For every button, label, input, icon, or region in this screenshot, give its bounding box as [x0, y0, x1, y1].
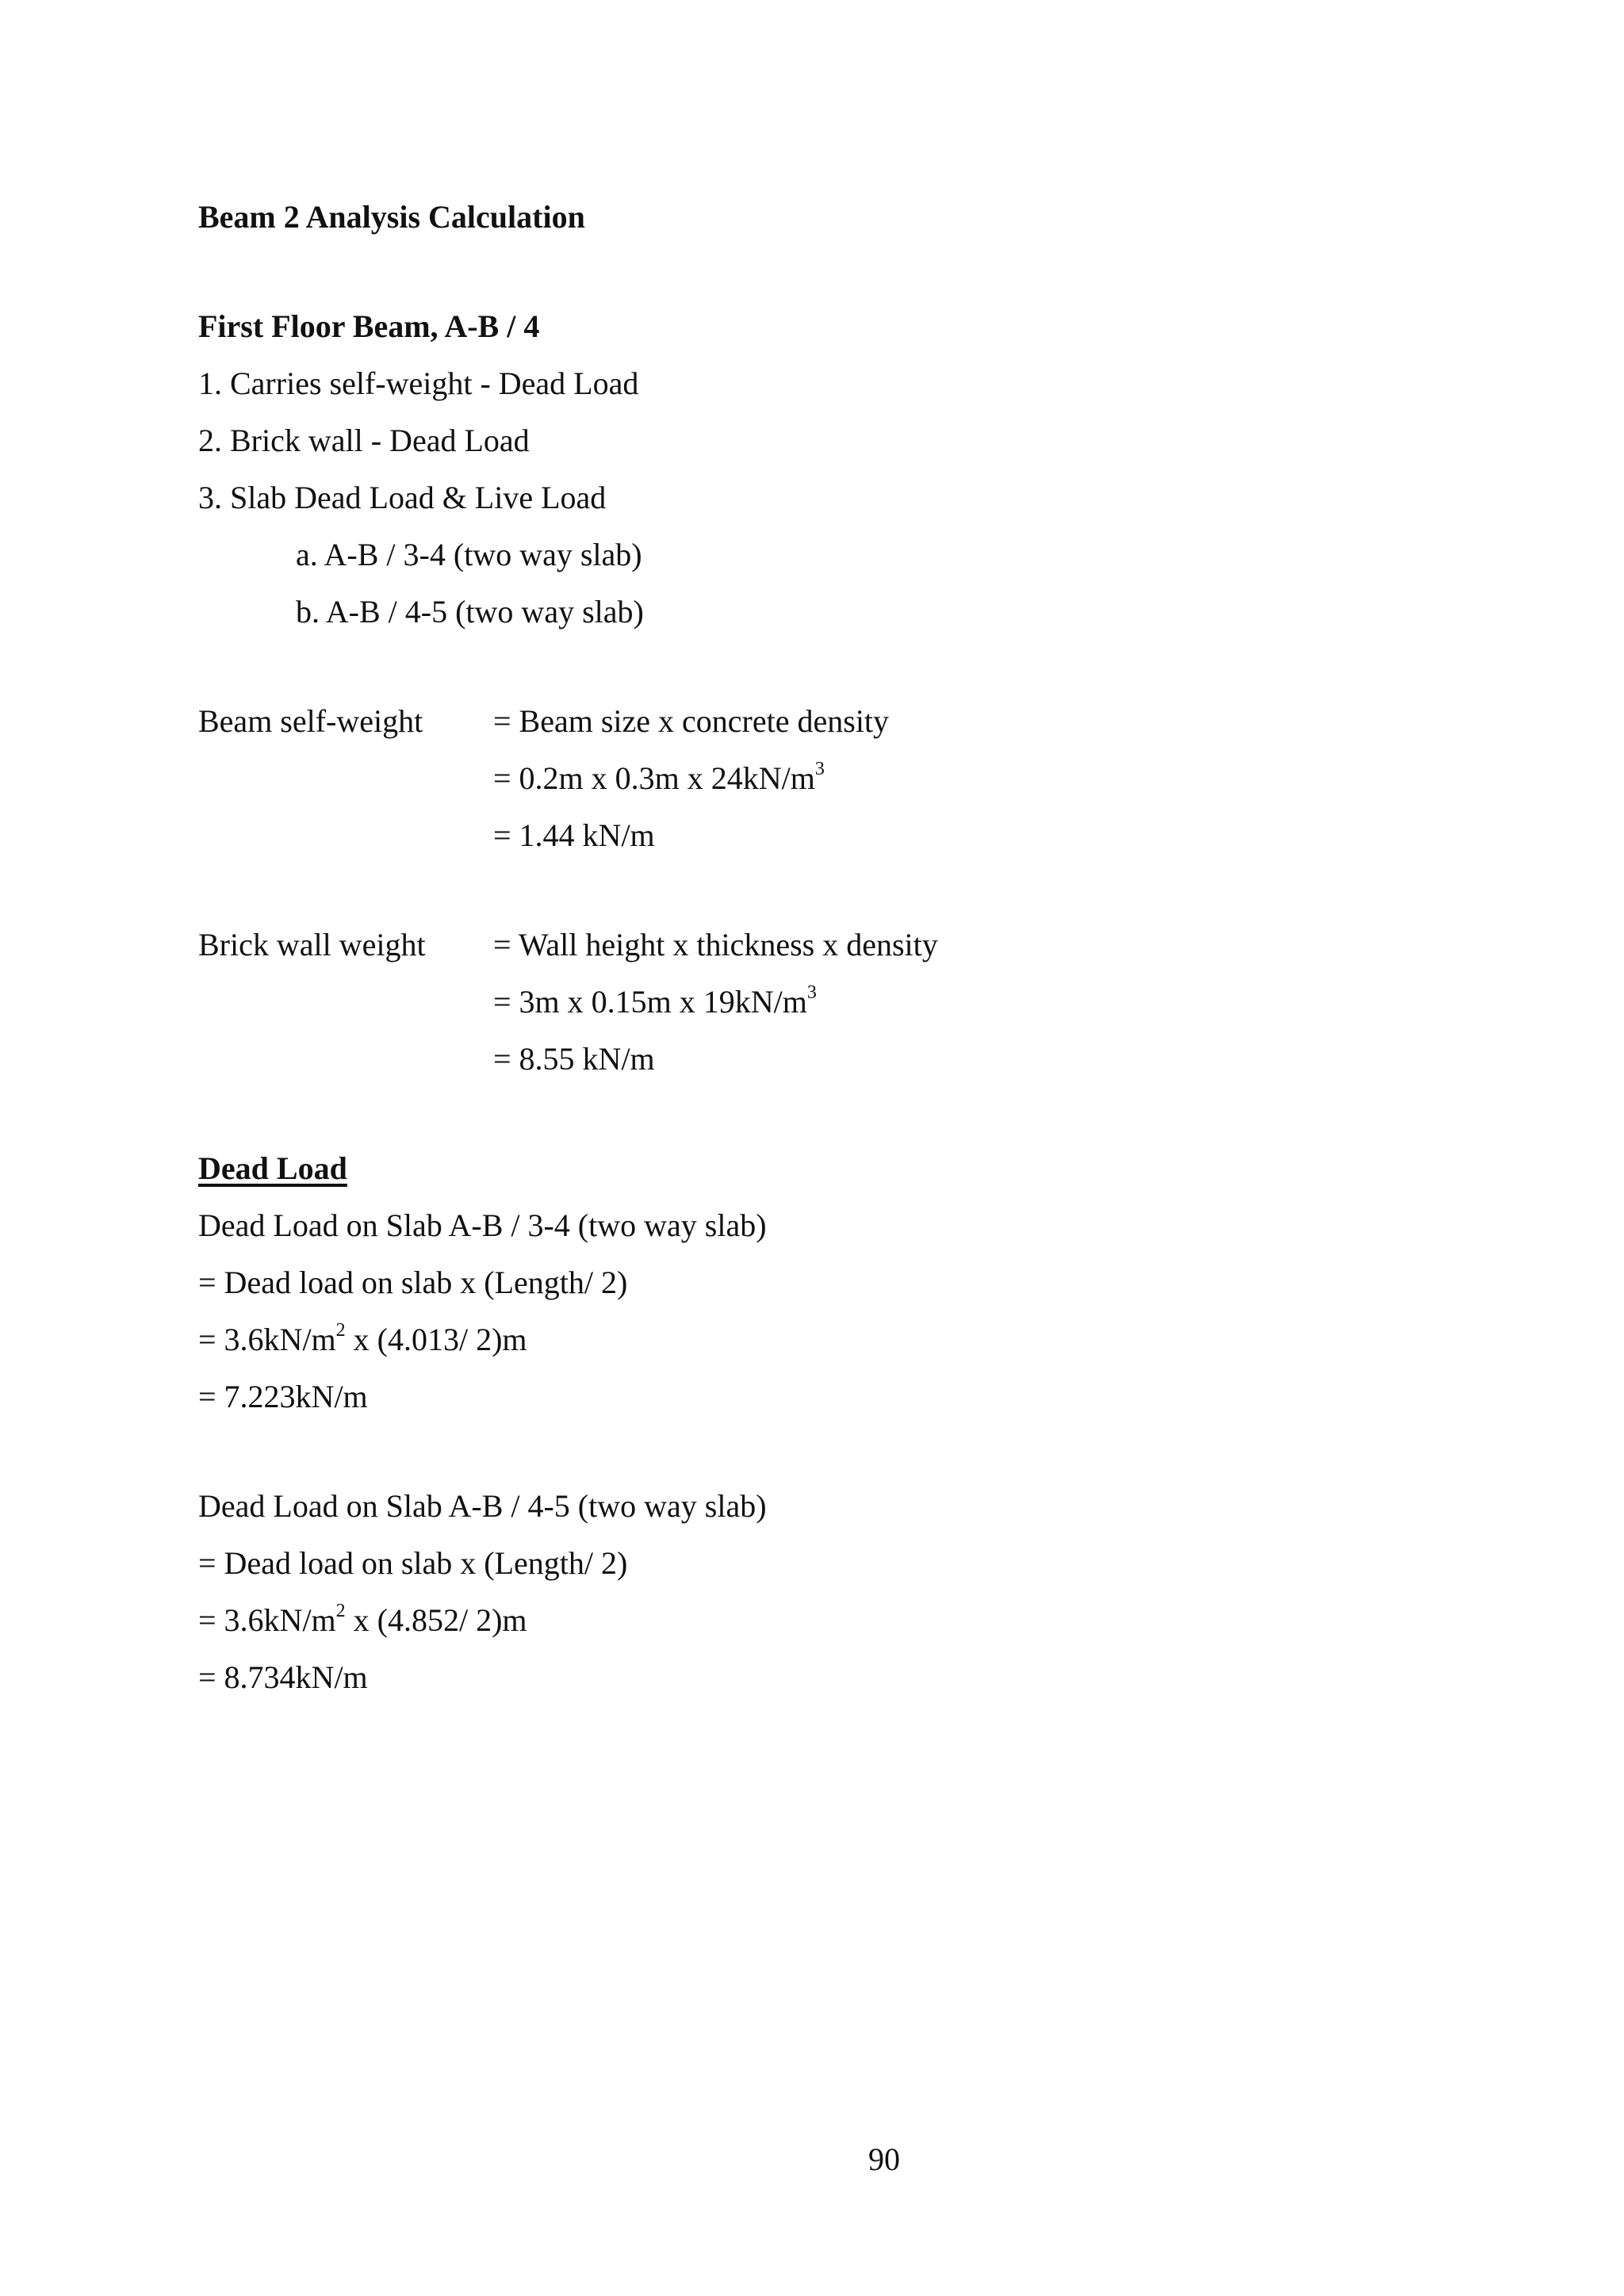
beam-self-weight-formula: = Beam size x concrete density	[493, 703, 890, 739]
brick-wall-weight-label: Brick wall weight	[198, 927, 426, 962]
slab-4-5-substitution: = $3.6kN/m^2$ x (4.852/ 2)m	[198, 1600, 527, 1638]
slab-3-4-substitution: = $3.6kN/m^2$ x (4.013/ 2)m	[198, 1319, 527, 1357]
list-item: 1. Carries self-weight - Dead Load	[198, 365, 639, 401]
document-title: Beam 2 Analysis Calculation	[198, 199, 585, 235]
brick-wall-weight-formula: = Wall height x thickness x density	[493, 927, 938, 962]
beam-self-weight-substitution: = 0.2m x 0.3m x $24kN/m^3$	[493, 758, 825, 796]
section-heading: First Floor Beam, A-B / 4	[198, 308, 540, 344]
superscript: 3	[806, 982, 817, 1003]
beam-self-weight-result: = 1.44 kN/m	[493, 817, 655, 853]
brick-wall-weight-substitution: = 3m x 0.15m x $19kN/m^3$	[493, 982, 817, 1020]
slab-3-4-result: = 7.223kN/m	[198, 1379, 368, 1414]
page-number: 90	[868, 2141, 900, 2177]
brick-wall-weight-result: = 8.55 kN/m	[493, 1041, 655, 1077]
superscript: 2	[335, 1600, 346, 1621]
beam-self-weight-label: Beam self-weight	[198, 703, 423, 739]
superscript: 2	[335, 1319, 346, 1341]
list-item: 2. Brick wall - Dead Load	[198, 423, 530, 458]
slab-4-5-formula: = Dead load on slab x (Length/ 2)	[198, 1545, 628, 1581]
superscript: 3	[814, 758, 825, 779]
list-subitem: b. A-B / 4-5 (two way slab)	[296, 594, 644, 629]
list-subitem: a. A-B / 3-4 (two way slab)	[296, 537, 642, 572]
slab-3-4-title: Dead Load on Slab A-B / 3-4 (two way slab)	[198, 1207, 767, 1243]
slab-4-5-title: Dead Load on Slab A-B / 4-5 (two way slab)	[198, 1488, 767, 1524]
dead-load-heading: Dead Load	[198, 1150, 347, 1186]
slab-4-5-result: = 8.734kN/m	[198, 1659, 368, 1695]
slab-3-4-formula: = Dead load on slab x (Length/ 2)	[198, 1265, 628, 1300]
list-item: 3. Slab Dead Load & Live Load	[198, 480, 607, 515]
